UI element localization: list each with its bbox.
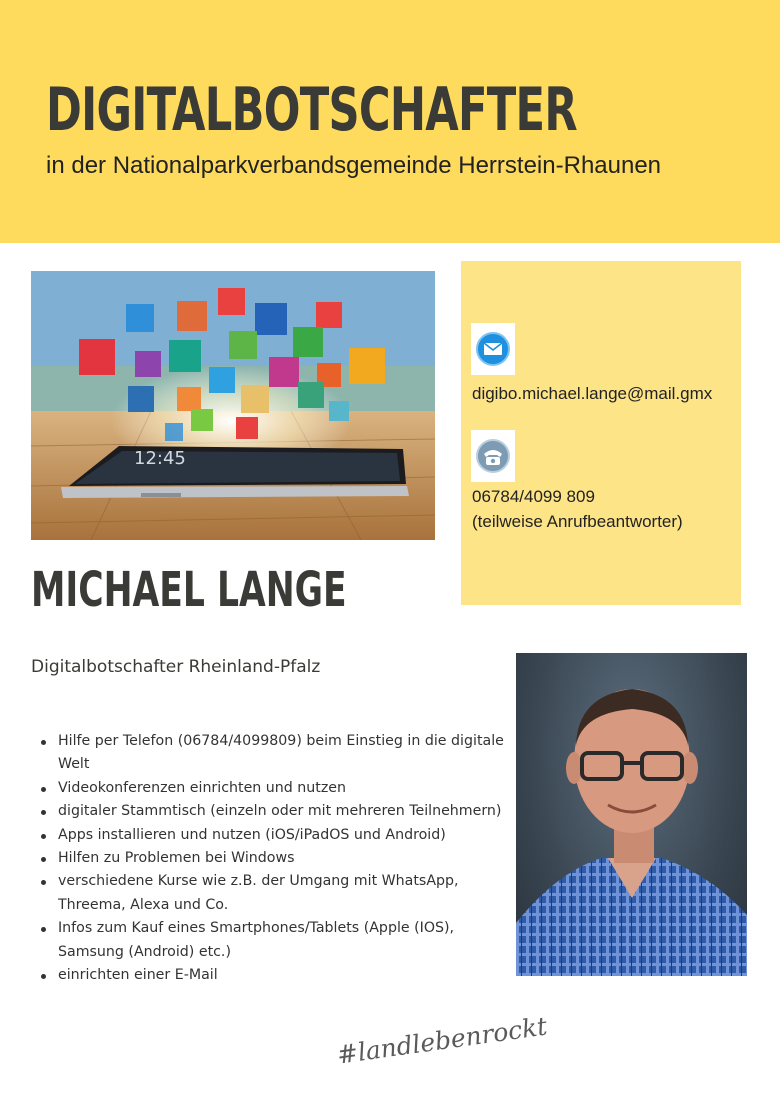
list-item: Infos zum Kauf eines Smartphones/Tablets (Apple (IOS), Samsung (Android) etc.) — [37, 917, 517, 964]
header-banner — [0, 0, 780, 243]
tablet-clock-text: 12:45 — [134, 448, 186, 469]
envelope-icon — [471, 323, 515, 375]
tablet-apps-photo — [31, 271, 435, 540]
portrait-photo — [516, 653, 747, 976]
contact-email[interactable]: digibo.michael.lange@mail.gmx — [472, 384, 713, 403]
list-item: Hilfen zu Problemen bei Windows — [37, 847, 517, 870]
services-list — [37, 730, 517, 987]
list-item: digitaler Stammtisch (einzeln oder mit mehreren Teilnehmern) — [37, 800, 517, 823]
list-item: verschiedene Kurse wie z.B. der Umgang mit WhatsApp, Threema, Alexa und Co. — [37, 870, 517, 917]
list-item: einrichten einer E-Mail — [37, 964, 517, 987]
list-item: Videokonferenzen einrichten und nutzen — [37, 777, 517, 800]
tablet-device — [61, 446, 409, 498]
hashtag: #landlebenrockt — [335, 1011, 549, 1070]
telephone-icon — [471, 430, 515, 482]
contact-phone[interactable]: 06784/4099 809 — [472, 487, 595, 506]
list-item: Apps installieren und nutzen (iOS/iPadOS und Android) — [37, 824, 517, 847]
contact-phone-note: (teilweise Anrufbeantworter) — [472, 512, 683, 531]
page-subtitle: in der Nationalparkverbandsgemeinde Herrstein-Rhaunen — [46, 152, 662, 179]
list-item: Hilfe per Telefon (06784/4099809) beim Einstieg in die digitale Welt — [37, 730, 517, 777]
page-title: DIGITALBOTSCHAFTER — [46, 75, 577, 145]
person-role: Digitalbotschafter Rheinland-Pfalz — [31, 657, 321, 677]
contact-box — [461, 261, 741, 605]
person-name: MICHAEL LANGE — [31, 562, 347, 618]
